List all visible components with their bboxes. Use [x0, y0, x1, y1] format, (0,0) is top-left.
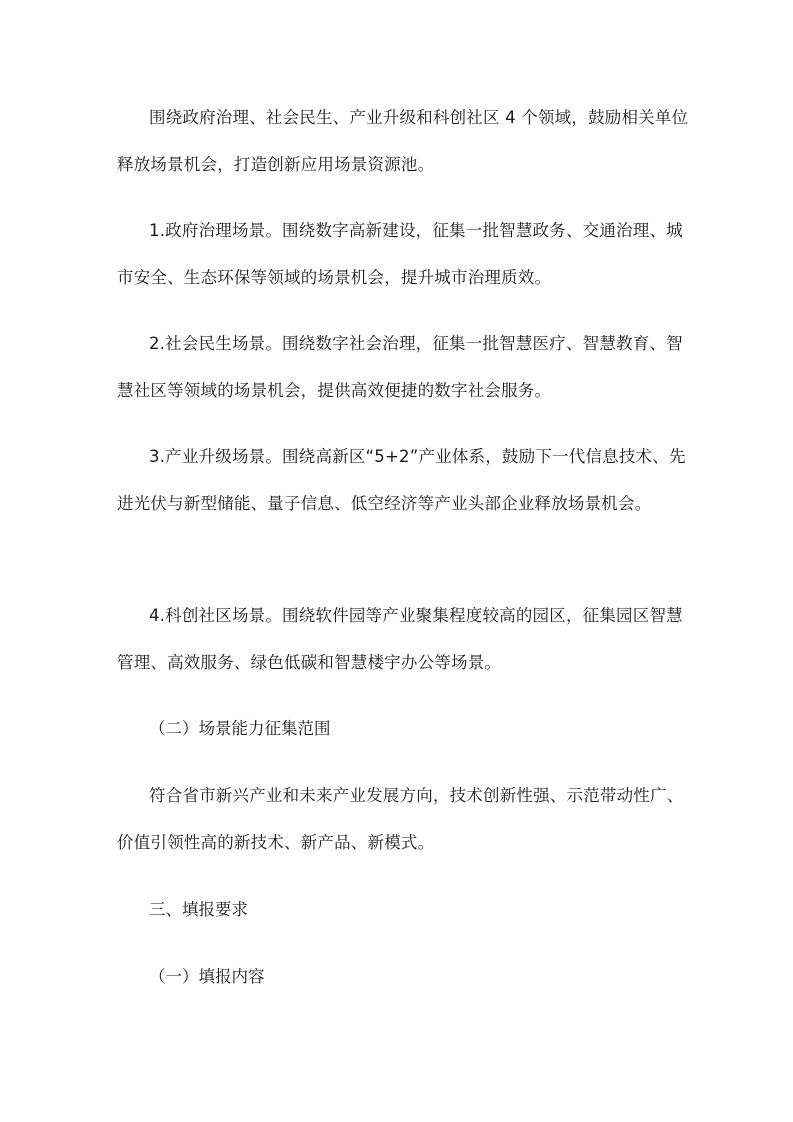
paragraph-item-1-government: 1.政府治理场景。围绕数字高新建设，征集一批智慧政务、交通治理、城市安全、生态环保等领域的场景机会，提升城市治理质效。	[117, 221, 683, 287]
paragraph-item-4-community: 4.科创社区场景。围绕软件园等产业聚集程度较高的园区，征集园区智慧管理、高效服务、绿色低碳和智慧楼宇办公等场景。	[117, 606, 683, 672]
paragraph-intro: 围绕政府治理、社会民生、产业升级和科创社区 4 个领域，鼓励相关单位释放场景机会，打造创新应用场景资源池。	[117, 108, 689, 174]
paragraph-item-2-livelihood: 2.社会民生场景。围绕数字社会治理，征集一批智慧医疗、智慧教育、智慧社区等领域的场景机会，提供高效便捷的数字社会服务。	[117, 334, 683, 400]
heading-section-3-1: （一）填报内容	[149, 967, 265, 986]
heading-section-3: 三、填报要求	[149, 900, 248, 919]
heading-section-2-2: （二）场景能力征集范围	[149, 719, 331, 738]
paragraph-scope: 符合省市新兴产业和未来产业发展方向，技术创新性强、示范带动性广、价值引领性高的新技术、新产品、新模式。	[117, 786, 684, 852]
paragraph-item-3-industry: 3.产业升级场景。围绕高新区“5+2”产业体系，鼓励下一代信息技术、先进光伏与新型储能、量子信息、低空经济等产业头部企业释放场景机会。	[117, 447, 686, 513]
